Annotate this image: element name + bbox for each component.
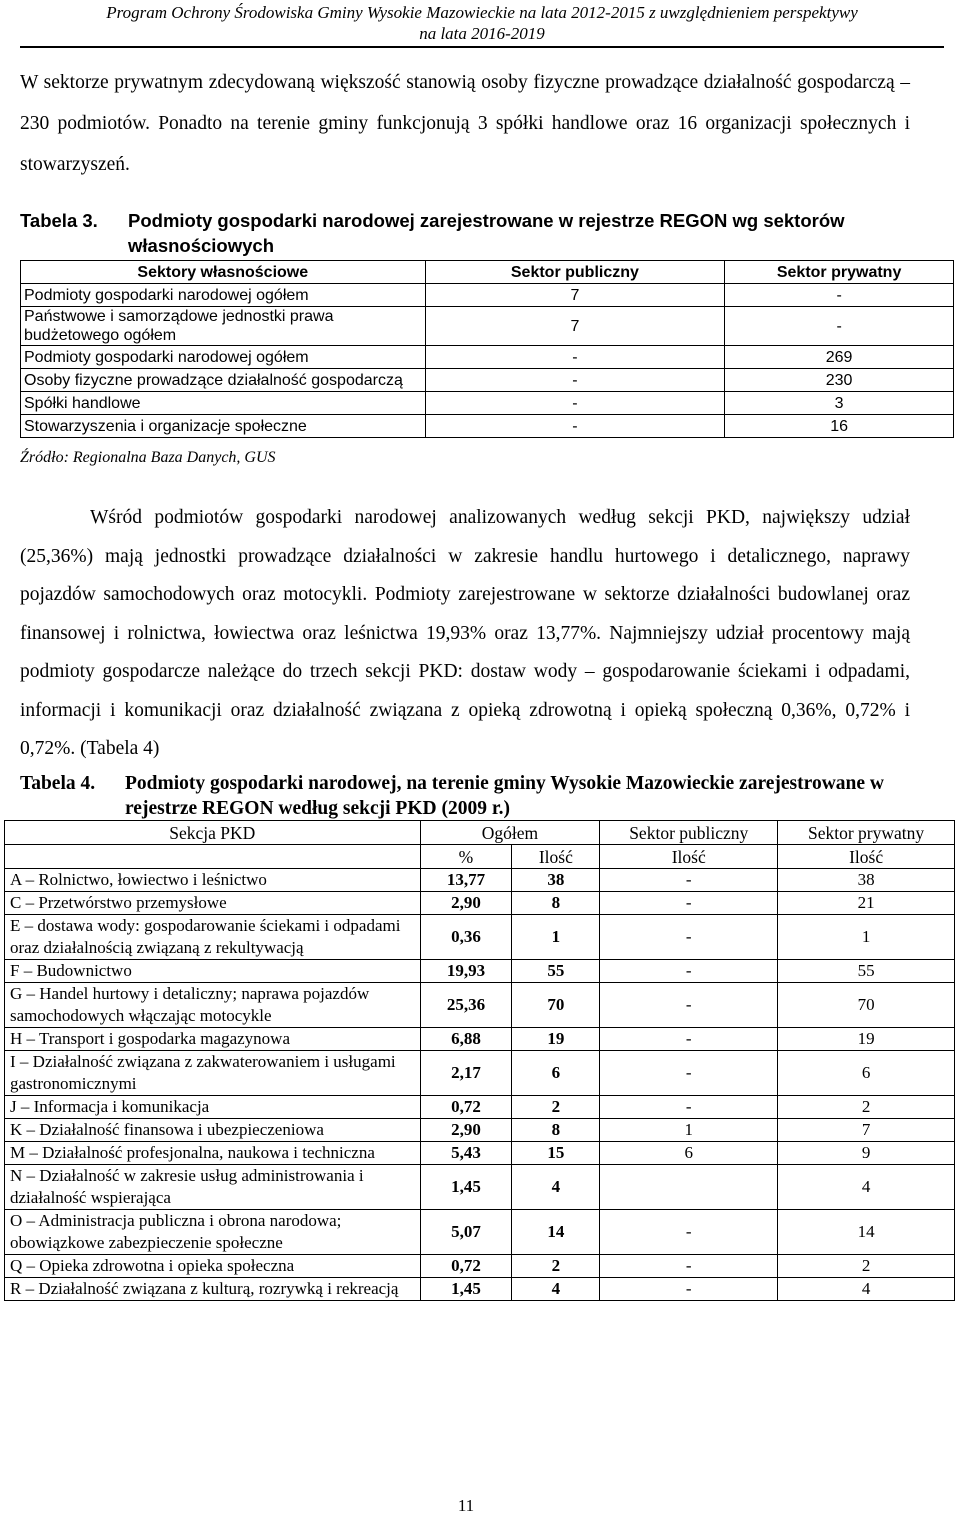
table-3 [20, 260, 954, 438]
t4-cell-count: 2 [512, 1096, 600, 1119]
t4-cell-count: 14 [512, 1210, 600, 1255]
t4-header-public: Sektor publiczny [600, 821, 778, 845]
table-row [21, 392, 954, 415]
t4-cell-pct: 6,88 [420, 1028, 512, 1051]
t4-cell-pct: 0,72 [420, 1255, 512, 1278]
table-row [5, 1096, 955, 1119]
t3-cell-label: Osoby fizyczne prowadzące działalność gospodarczą [21, 369, 426, 392]
t4-cell-private: 7 [778, 1119, 955, 1142]
table-3-caption [20, 208, 910, 258]
t4-cell-count: 8 [512, 892, 600, 915]
t4-cell-pct: 1,45 [420, 1278, 512, 1301]
t4-cell-pct: 25,36 [420, 983, 512, 1028]
t4-cell-section: O – Administracja publiczna i obrona narodowa; obowiązkowe zabezpieczenie społeczne [5, 1210, 421, 1255]
t4-cell-count: 55 [512, 960, 600, 983]
t3-cell-value: 7 [425, 284, 725, 307]
t4-cell-private: 9 [778, 1142, 955, 1165]
table-row [5, 892, 955, 915]
t4-header-total: Ogółem [420, 821, 600, 845]
t4-cell-public: - [600, 1210, 778, 1255]
t4-cell-pct: 2,17 [420, 1051, 512, 1096]
t4-cell-private: 70 [778, 983, 955, 1028]
t4-cell-public: - [600, 1255, 778, 1278]
t3-cell-value: - [425, 392, 725, 415]
t4-header-private: Sektor prywatny [778, 821, 955, 845]
t4-cell-count: 19 [512, 1028, 600, 1051]
t4-cell-public: - [600, 1051, 778, 1096]
page-number: 11 [457, 1496, 475, 1515]
header-line-1: Program Ochrony Środowiska Gminy Wysokie Mazowieckie na lata 2012-2015 z uwzględnieniem perspektywy [106, 3, 858, 22]
paragraph-1: W sektorze prywatnym zdecydowaną większość stanowią osoby fizyczne prowadzące działalność gospodarczą – 230 podmiotów. Ponadto na terenie gminy funkcjonują 3 spółki handlowe oraz 16 organizacji społecznych i stowarzyszeń. [20, 72, 910, 175]
t4-cell-pct: 0,72 [420, 1096, 512, 1119]
paragraph-2 [20, 499, 910, 769]
table-4 [4, 820, 955, 1301]
t4-cell-public: - [600, 960, 778, 983]
t3-header-public: Sektor publiczny [425, 261, 725, 284]
t3-cell-label: Podmioty gospodarki narodowej ogółem [21, 284, 426, 307]
t4-cell-section: N – Działalność w zakresie usług administrowania i działalność wspierająca [5, 1165, 421, 1210]
paragraph-2-text: Wśród podmiotów gospodarki narodowej analizowanych według sekcji PKD, największy udział (25,36%) mają jednostki prowadzące działalności w zakresie handlu hurtowego i detalicznego, naprawy pojazdów samochodowych oraz motocykli. Podmioty zarejestrowane w sektorze działalności budowlanej oraz finansowej i rolnictwa, łowiectwa oraz leśnictwa 19,93% oraz 13,77%. Najmniejszy udział procentowy mają podmioty gospodarcze należące do trzech sekcji PKD: dostaw wody – gospodarowanie ściekami i odpadami, informacji i komunikacji oraz działalność związana z opieką zdrowotną i opieką społeczną 0,36%, 0,72% i 0,72%. (Tabela 4) [20, 507, 910, 759]
t4-cell-pct: 13,77 [420, 869, 512, 892]
t4-cell-public: - [600, 892, 778, 915]
t3-cell-value: 230 [725, 369, 954, 392]
t4-cell-private: 21 [778, 892, 955, 915]
t4-cell-section: I – Działalność związana z zakwaterowaniem i usługami gastronomicznymi [5, 1051, 421, 1096]
t4-subheader-pct: % [420, 845, 512, 869]
table-row [5, 1028, 955, 1051]
t4-cell-section: F – Budownictwo [5, 960, 421, 983]
table-row [5, 983, 955, 1028]
t4-cell-pct: 2,90 [420, 892, 512, 915]
table-4-title: Podmioty gospodarki narodowej, na terenie gminy Wysokie Mazowieckie zarejestrowane w rejestrze REGON według sekcji PKD (2009 r.) [125, 773, 884, 819]
t3-cell-label: Podmioty gospodarki narodowej ogółem [21, 346, 426, 369]
t4-cell-public: - [600, 1096, 778, 1119]
t3-cell-label: Stowarzyszenia i organizacje społeczne [21, 415, 426, 438]
t4-cell-section: E – dostawa wody: gospodarowanie ściekami i odpadami oraz działalnością związaną z rekultywacją [5, 915, 421, 960]
t4-cell-section: J – Informacja i komunikacja [5, 1096, 421, 1119]
t4-cell-private: 55 [778, 960, 955, 983]
table-3-source: Źródło: Regionalna Baza Danych, GUS [20, 449, 276, 466]
t4-cell-section: H – Transport i gospodarka magazynowa [5, 1028, 421, 1051]
t4-cell-pct: 2,90 [420, 1119, 512, 1142]
table-row [5, 1142, 955, 1165]
t3-cell-value: 269 [725, 346, 954, 369]
table-4-label: Tabela 4. [20, 773, 96, 794]
table-row [5, 960, 955, 983]
t3-cell-label: Spółki handlowe [21, 392, 426, 415]
table-3-label: Tabela 3. [20, 210, 98, 231]
t3-header-sectors: Sektory własnościowe [21, 261, 426, 284]
t4-cell-pct: 1,45 [420, 1165, 512, 1210]
t4-cell-section: Q – Opieka zdrowotna i opieka społeczna [5, 1255, 421, 1278]
t4-cell-pct: 0,36 [420, 915, 512, 960]
page-header [20, 2, 944, 48]
t4-cell-public [600, 1165, 778, 1210]
t4-subheader-count-public: Ilość [600, 845, 778, 869]
table-row [21, 307, 954, 346]
table-row [5, 1051, 955, 1096]
t4-cell-count: 8 [512, 1119, 600, 1142]
t4-cell-section: G – Handel hurtowy i detaliczny; naprawa pojazdów samochodowych włączając motocykle [5, 983, 421, 1028]
t4-cell-count: 15 [512, 1142, 600, 1165]
table-row [5, 1210, 955, 1255]
t3-cell-value: - [725, 284, 954, 307]
t3-cell-value: - [425, 415, 725, 438]
t3-cell-value: 7 [425, 307, 725, 346]
t3-cell-value: - [425, 369, 725, 392]
t4-cell-public: - [600, 915, 778, 960]
t4-subheader-count: Ilość [512, 845, 600, 869]
table-row [5, 915, 955, 960]
t4-cell-private: 1 [778, 915, 955, 960]
t4-cell-count: 38 [512, 869, 600, 892]
table-row [21, 369, 954, 392]
t4-cell-private: 6 [778, 1051, 955, 1096]
t4-cell-section: C – Przetwórstwo przemysłowe [5, 892, 421, 915]
t4-cell-public: - [600, 1028, 778, 1051]
t4-cell-pct: 19,93 [420, 960, 512, 983]
table-row [5, 1255, 955, 1278]
table-3-title: Podmioty gospodarki narodowej zarejestrowane w rejestrze REGON wg sektorów własnościowych [128, 210, 845, 256]
t4-cell-count: 1 [512, 915, 600, 960]
t4-cell-public: - [600, 869, 778, 892]
t4-header-section: Sekcja PKD [5, 821, 421, 845]
table-row [5, 1119, 955, 1142]
t3-cell-label: Państwowe i samorządowe jednostki prawa budżetowego ogółem [21, 307, 426, 346]
table-4-caption [20, 771, 910, 821]
table-row [21, 415, 954, 438]
t4-cell-count: 2 [512, 1255, 600, 1278]
t4-cell-count: 4 [512, 1165, 600, 1210]
t4-cell-section: R – Działalność związana z kulturą, rozrywką i rekreacją [5, 1278, 421, 1301]
t4-cell-private: 19 [778, 1028, 955, 1051]
t4-cell-public: 1 [600, 1119, 778, 1142]
t4-cell-count: 6 [512, 1051, 600, 1096]
t4-cell-private: 38 [778, 869, 955, 892]
header-line-2: na lata 2016-2019 [419, 24, 545, 43]
t4-cell-pct: 5,43 [420, 1142, 512, 1165]
table-row [21, 284, 954, 307]
t4-cell-private: 2 [778, 1096, 955, 1119]
t4-cell-section: A – Rolnictwo, łowiectwo i leśnictwo [5, 869, 421, 892]
t4-cell-count: 4 [512, 1278, 600, 1301]
t4-cell-count: 70 [512, 983, 600, 1028]
t4-cell-public: - [600, 983, 778, 1028]
t4-subheader-count-private: Ilość [778, 845, 955, 869]
table-row [5, 1165, 955, 1210]
t3-cell-value: - [425, 346, 725, 369]
t3-cell-value: 16 [725, 415, 954, 438]
table-row [21, 346, 954, 369]
t4-cell-public: 6 [600, 1142, 778, 1165]
t3-cell-value: - [725, 307, 954, 346]
t4-cell-section: M – Działalność profesjonalna, naukowa i techniczna [5, 1142, 421, 1165]
t4-subheader-empty [5, 845, 421, 869]
t4-cell-private: 4 [778, 1278, 955, 1301]
t4-cell-public: - [600, 1278, 778, 1301]
t4-cell-private: 14 [778, 1210, 955, 1255]
table-row [5, 1278, 955, 1301]
t3-header-private: Sektor prywatny [725, 261, 954, 284]
t4-cell-private: 4 [778, 1165, 955, 1210]
table-row [5, 869, 955, 892]
t4-cell-private: 2 [778, 1255, 955, 1278]
t3-cell-value: 3 [725, 392, 954, 415]
t4-cell-section: K – Działalność finansowa i ubezpieczeniowa [5, 1119, 421, 1142]
t4-cell-pct: 5,07 [420, 1210, 512, 1255]
